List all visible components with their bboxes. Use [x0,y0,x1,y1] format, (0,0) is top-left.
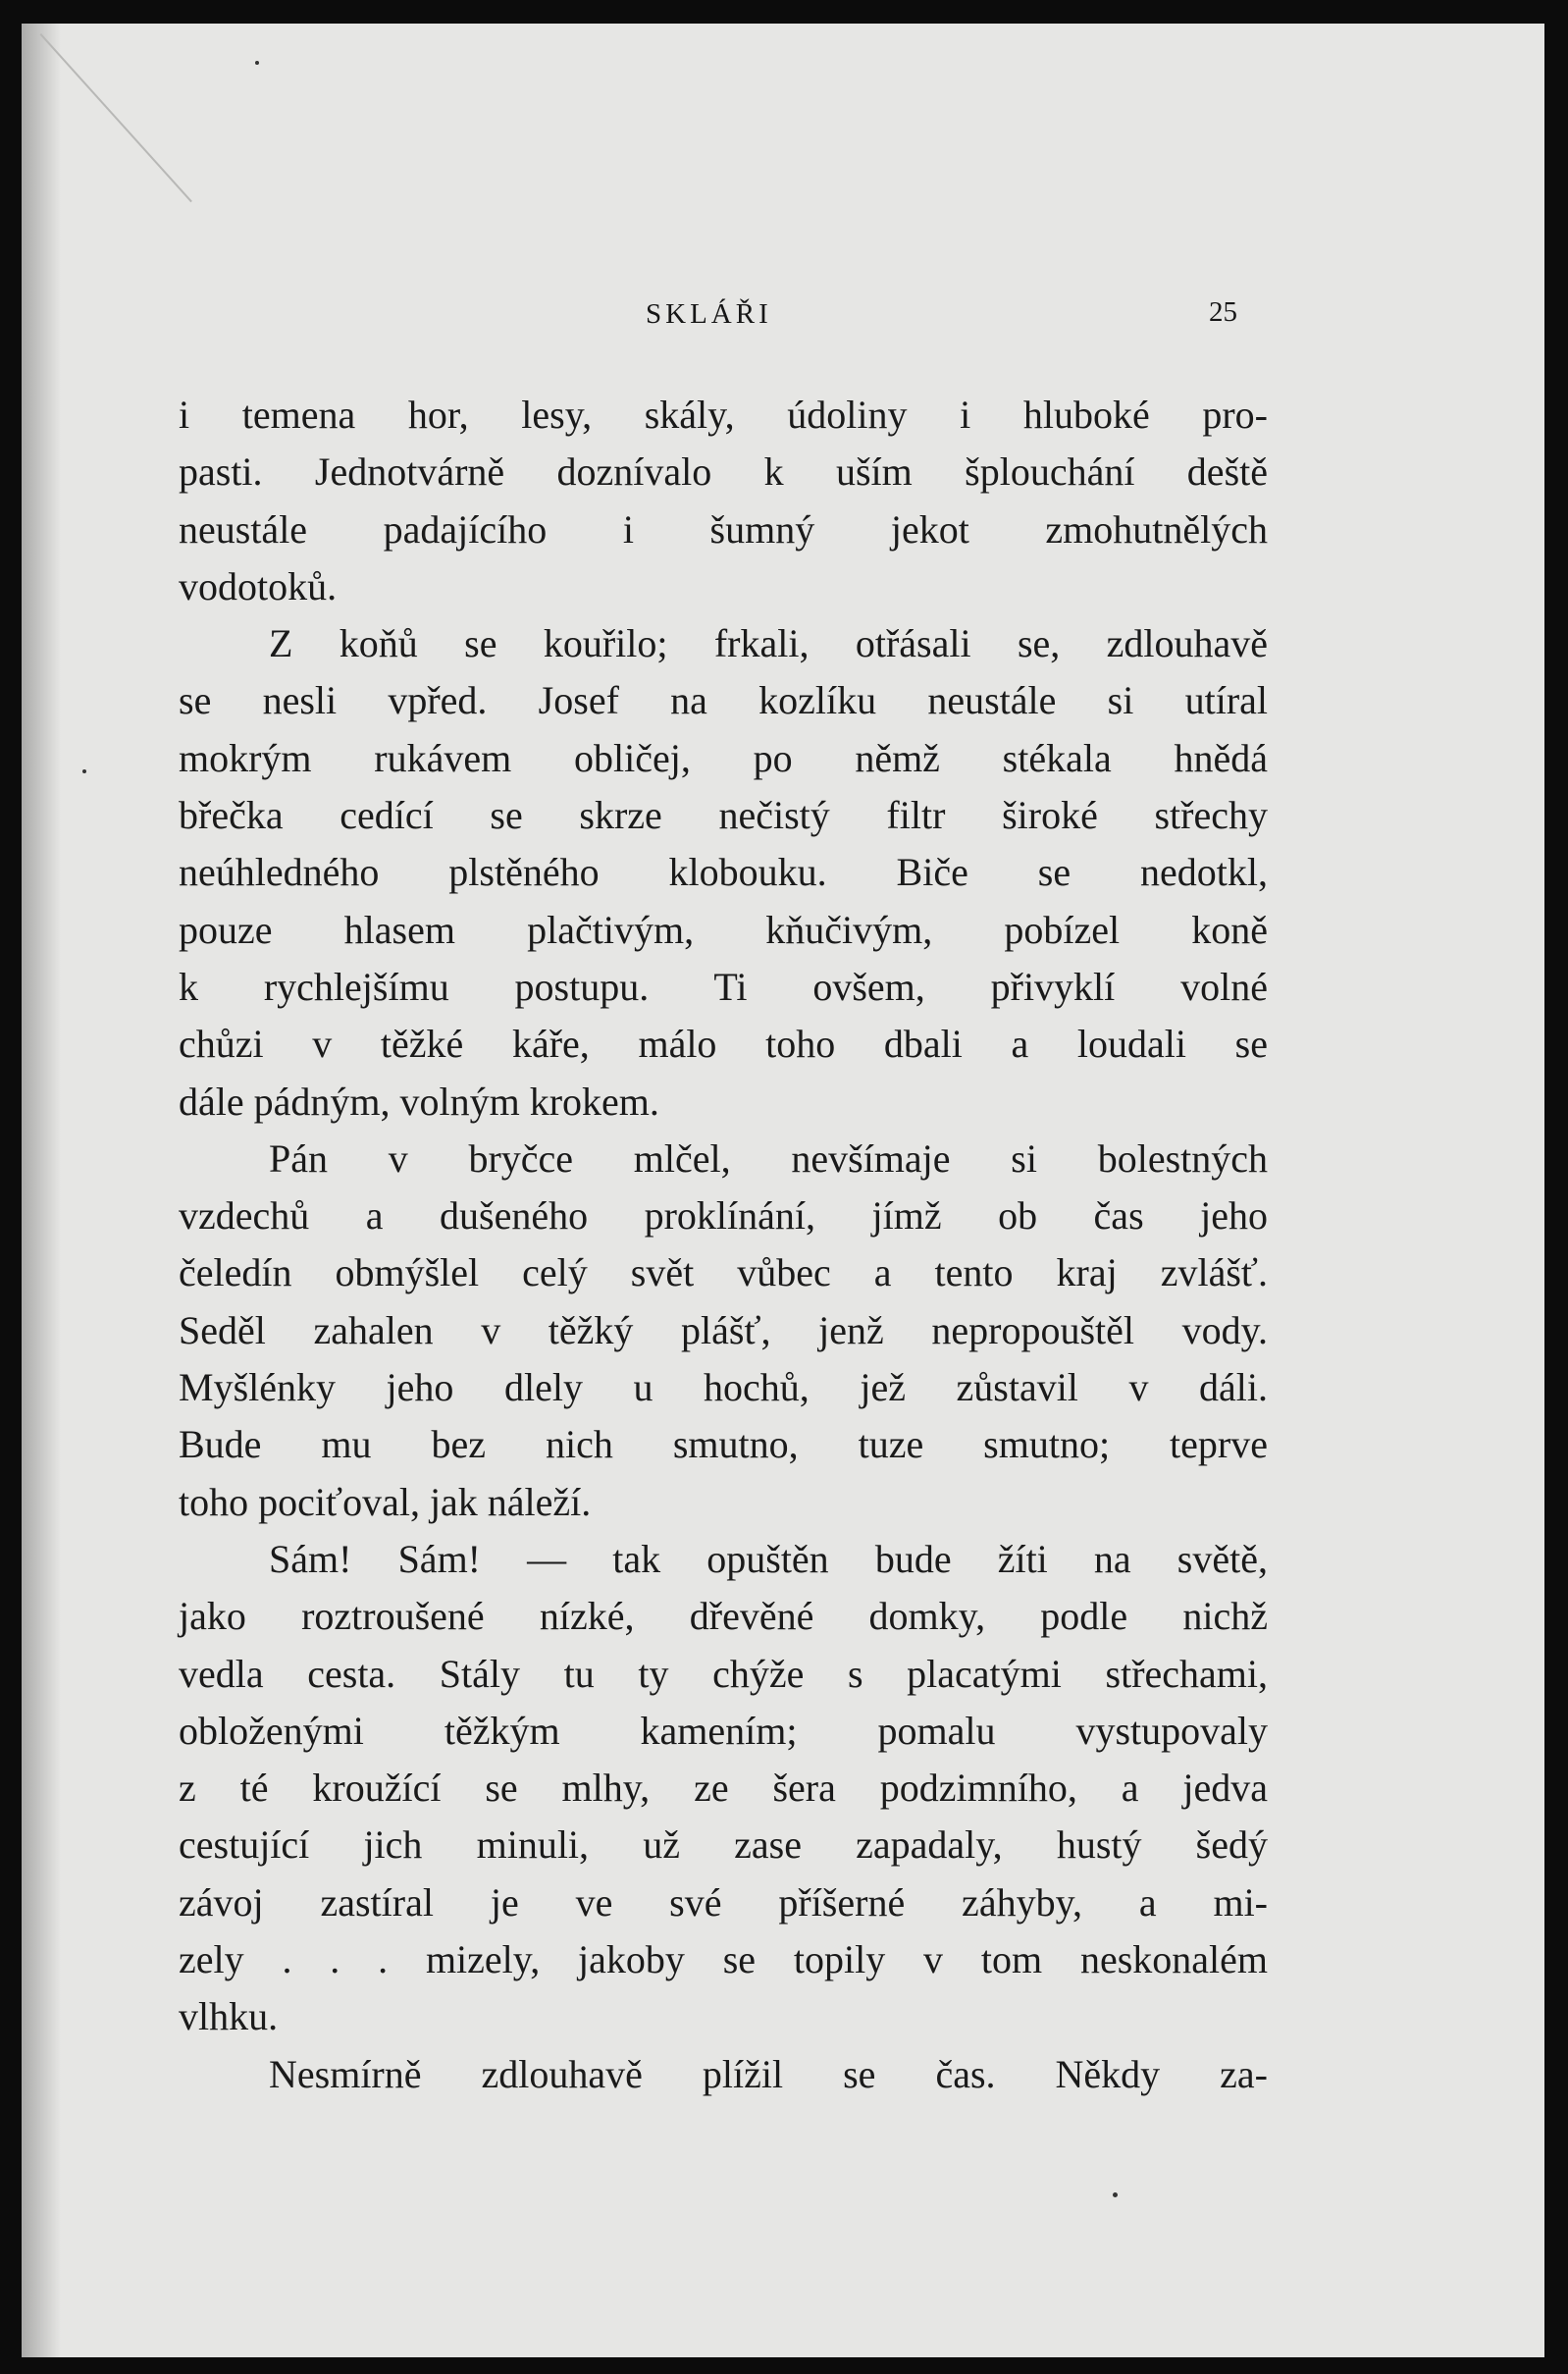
text-line: Bude mu bez nich smutno, tuze smutno; teprve [179,1422,1268,1467]
text-line: jako roztroušené nízké, dřevěné domky, podle nichž [179,1594,1268,1639]
text-line: cestující jich minuli, už zase zapadaly, hustý šedý [179,1822,1268,1868]
text-line: Z koňů se kouřilo; frkali, otřásali se, zdlouhavě [269,621,1268,666]
print-speck [255,61,259,65]
text-line: Myšlénky jeho dlely u hochů, jež zůstavil v dáli. [179,1365,1268,1410]
text-line: zely . . . mizely, jakoby se topily v tom neskonalém [179,1937,1268,1982]
paragraph-1 [179,387,1268,615]
text-line: pasti. Jednotvárně doznívalo k uším šplouchání deště [179,449,1268,495]
print-speck [1113,2192,1118,2197]
text-line: neúhledného plstěného klobouku. Biče se nedotkl, [179,850,1268,895]
text-line: závoj zastíral je ve své příšerné záhyby, a mi- [179,1879,1268,1925]
book-page [22,24,1544,2357]
page-edge-shadow [22,24,61,2357]
text-line: čeledín obmýšlel celý svět vůbec a tento kraj zvlášť. [179,1250,1268,1295]
text-line: chůzi v těžké káře, málo toho dbali a loudali se [179,1022,1268,1067]
text-line: neustále padajícího i šumný jekot zmohutnělých [179,506,1268,552]
text-line: z té kroužící se mlhy, ze šera podzimního, a jedva [179,1766,1268,1811]
print-speck [82,769,86,773]
page-header [22,298,1544,338]
text-line: vzdechů a dušeného proklínání, jímž ob čas jeho [179,1193,1268,1239]
text-line: pouze hlasem plačtivým, kňučivým, pobízel koně [179,907,1268,952]
text-line: Nesmírně zdlouhavě plížil se čas. Někdy za- [269,2051,1268,2096]
text-line: břečka cedící se skrze nečistý filtr široké střechy [179,793,1268,838]
text-line: vlhku. [179,1994,279,2039]
text-line: se nesli vpřed. Josef na kozlíku neustále si utíral [179,678,1268,723]
running-title: SKLÁŘI [646,298,772,330]
text-line: obloženými těžkým kamením; pomalu vystupovaly [179,1708,1268,1753]
text-line: Pán v bryčce mlčel, nevšímaje si bolestných [269,1135,1268,1181]
body-text [179,387,1268,2103]
text-line: toho pociťoval, jak náleží. [179,1479,592,1524]
page-corner-crease [40,33,192,202]
paragraph-2 [179,615,1268,1131]
text-line: i temena hor, lesy, skály, údoliny i hluboké pro- [179,393,1268,437]
text-line: vodotoků. [179,563,338,608]
text-line: vedla cesta. Stály tu ty chýže s placatými střechami, [179,1651,1268,1696]
text-line: Sám! Sám! — tak opuštěn bude žíti na světě, [269,1536,1268,1581]
paragraph-4 [179,1531,1268,2046]
text-line: dále pádným, volným krokem. [179,1079,659,1124]
text-line: mokrým rukávem obličej, po němž stékala hnědá [179,735,1268,780]
text-line: k rychlejšímu postupu. Ti ovšem, přivyklí volné [179,964,1268,1009]
paragraph-5 [179,2046,1268,2103]
paragraph-3 [179,1131,1268,1531]
text-line: Seděl zahalen v těžký plášť, jenž nepropouštěl vody. [179,1307,1268,1352]
page-number: 25 [1209,296,1237,328]
